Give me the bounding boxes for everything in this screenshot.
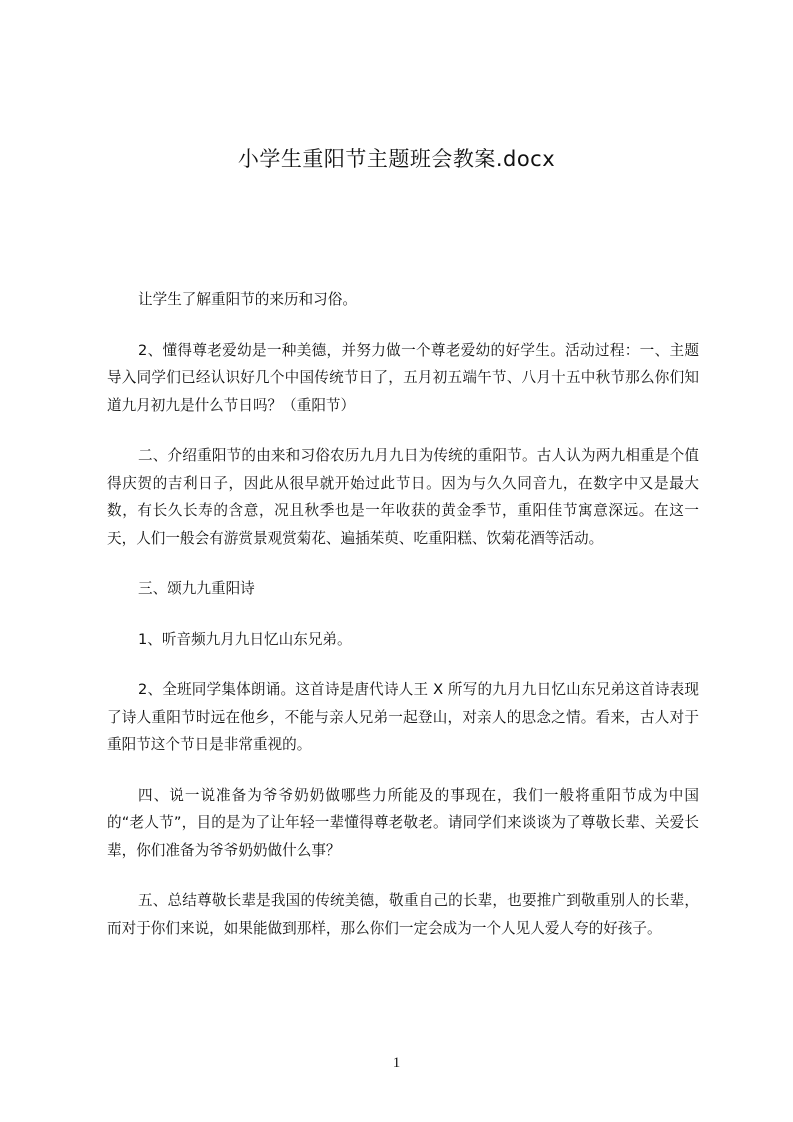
paragraph-6: 2、全班同学集体朗诵。这首诗是唐代诗人王 X 所写的九月九日忆山东兄弟这首诗表现了诗人重阳节时远在他乡，不能与亲人兄弟一起登山，对亲人的思念之情。看来，古人对于重阳节这个节日是非常重视的。 — [107, 681, 699, 753]
paragraph-8: 五、总结尊敬长辈是我国的传统美德，敬重自己的长辈，也要推广到敬重别人的长辈，而对于你们来说，如果能做到那样，那么你们一定会成为一个人见人爱人夸的好孩子。 — [107, 892, 699, 937]
paragraph-1: 让学生了解重阳节的来历和习俗。 — [138, 291, 357, 308]
page-number: 1 — [392, 1055, 401, 1071]
paragraph-2: 2、懂得尊老爱幼是一种美德，并努力做一个尊老爱幼的好学生。活动过程：一、主题导入同学们已经认识好几个中国传统节日了，五月初五端午节、八月十五中秋节那么你们知道九月初九是什么节日吗？（重阳节） — [107, 341, 699, 414]
paragraph-3: 二、介绍重阳节的由来和习俗农历九月九日为传统的重阳节。古人认为两九相重是个值得庆贺的吉利日子，因此从很早就开始过此节日。因为与久久同音九，在数字中又是最大数，有长久长寿的含意，况且秋季也是一年收获的黄金季节，重阳佳节寓意深远。在这一天，人们一般会有游赏景观赏菊花、遍插茱萸、吃重阳糕、饮菊花酒等活动。 — [107, 447, 699, 547]
document-title: 小学生重阳节主题班会教案.docx — [237, 147, 556, 171]
paragraph-7: 四、说一说准备为爷爷奶奶做哪些力所能及的事现在，我们一般将重阳节成为中国的“老人节”，目的是为了让年轻一辈懂得尊老敬老。请同学们来谈谈为了尊敬长辈、关爱长辈，你们准备为爷爷奶奶做什么事？ — [107, 786, 699, 859]
document-body — [107, 286, 699, 965]
paragraph-4: 三、颂九九重阳诗 — [138, 580, 255, 597]
paragraph-5: 1、听音频九月九日忆山东兄弟。 — [138, 630, 352, 648]
